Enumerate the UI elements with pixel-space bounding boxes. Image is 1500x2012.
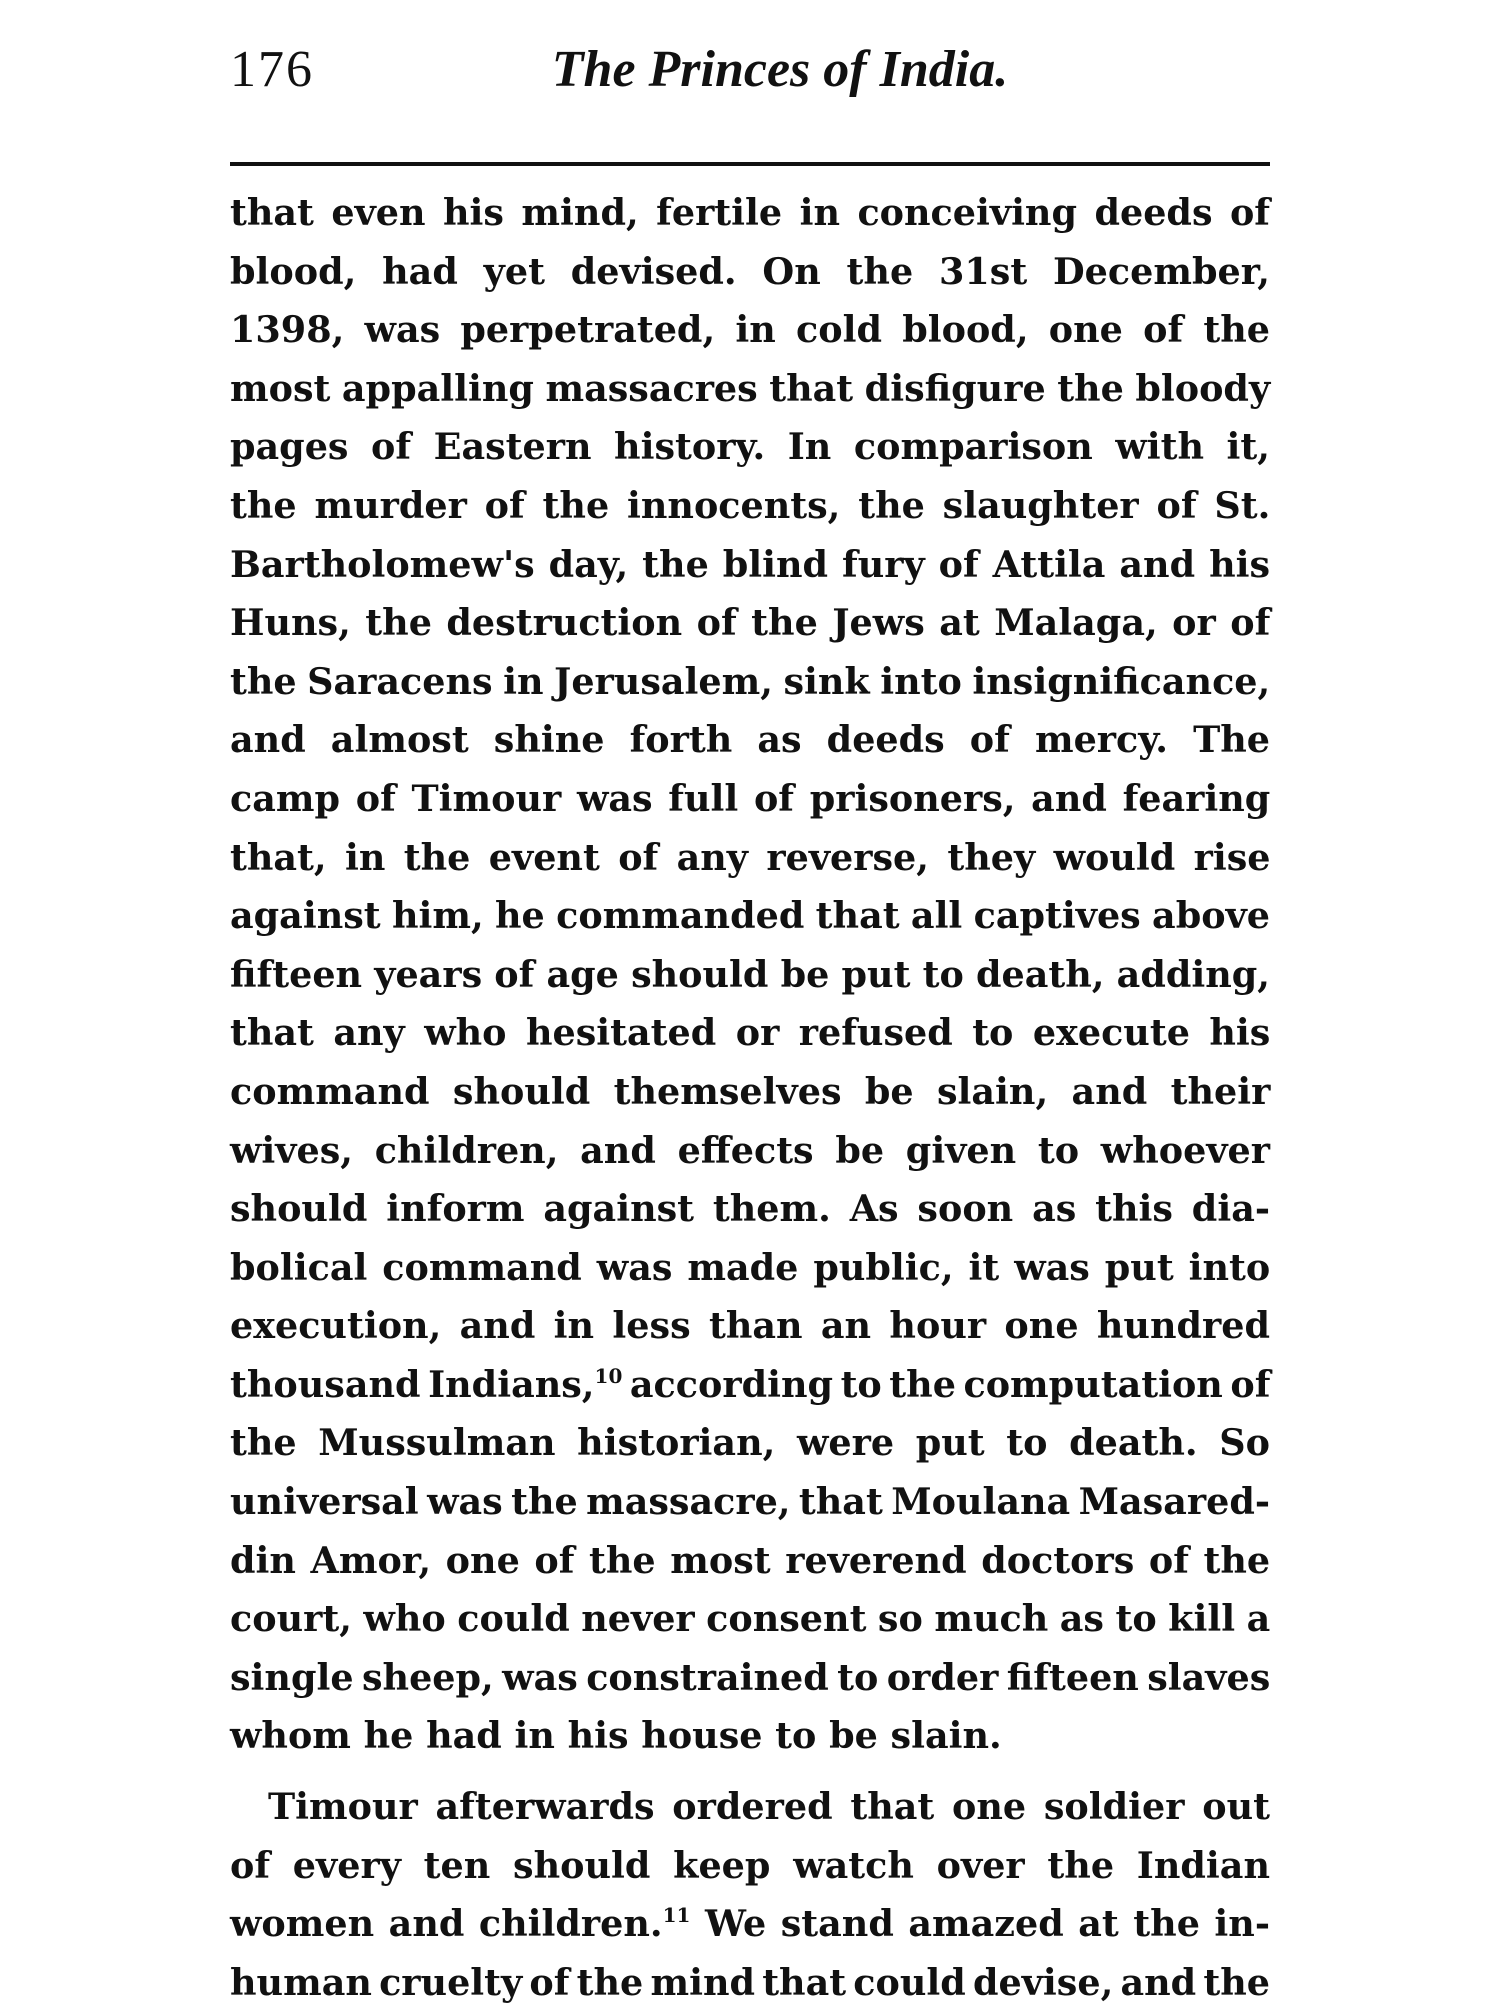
text-line: fifteen years of age should be put to death, adding, — [230, 952, 1270, 996]
text-line: camp of Timour was full of prisoners, and fearing — [230, 776, 1271, 820]
text-line: wives, children, and effects be given to whoever — [230, 1128, 1270, 1172]
text-line: whom he had in his house to be slain. — [230, 1714, 1002, 1758]
book-page — [230, 40, 1271, 2004]
text-line: the Saracens in Jerusalem, sink into insignificance, — [230, 659, 1271, 703]
page-number: 176 — [230, 41, 314, 98]
text-fragment: according to the computation of — [622, 1362, 1271, 1406]
text-line: the Mussulman historian, were put to death. So — [230, 1421, 1270, 1465]
text-line: Huns, the destruction of the Jews at Malaga, or of — [230, 601, 1271, 645]
running-title: The Princes of India. — [551, 41, 1009, 98]
header-rule — [230, 162, 1270, 166]
text-line: and almost shine forth as deeds of mercy. The — [230, 718, 1270, 762]
text-line: that, in the event of any reverse, they would rise — [230, 835, 1271, 879]
text-line: 1398, was perpetrated, in cold blood, one of the — [230, 308, 1270, 352]
text-line: human cruelty of the mind that could devise, and the — [230, 1960, 1270, 2004]
text-line: that any who hesitated or refused to execute his — [230, 1011, 1271, 1055]
text-line: command should themselves be slain, and their — [230, 1069, 1271, 1113]
text-line: against him, he commanded that all captives above — [230, 894, 1270, 938]
text-line-with-footnote — [230, 1895, 1270, 1954]
footnote-marker: 10 — [594, 1363, 623, 1388]
text-fragment: thousand Indians, — [230, 1362, 595, 1406]
text-line: of every ten should keep watch over the Indian — [230, 1843, 1270, 1887]
text-fragment: women and children. — [230, 1902, 663, 1946]
text-line: most appalling massacres that disfigure the bloody — [230, 366, 1271, 410]
text-line: pages of Eastern history. In comparison with it, — [230, 425, 1270, 469]
text-line: should inform against them. As soon as this dia- — [230, 1187, 1270, 1231]
text-line: single sheep, was constrained to order fifteen slaves — [230, 1655, 1271, 1699]
text-line: bolical command was made public, it was put into — [230, 1245, 1271, 1289]
text-line: execution, and in less than an hour one hundred — [230, 1304, 1270, 1348]
text-line: the murder of the innocents, the slaughter of St. — [230, 483, 1271, 527]
text-line: din Amor, one of the most reverend doctors of the — [230, 1538, 1271, 1582]
footnote-marker: 11 — [662, 1903, 691, 1928]
text-line: Timour afterwards ordered that one soldier out — [268, 1785, 1270, 1829]
paragraph-break — [230, 1766, 1270, 1778]
text-fragment: We stand amazed at the in- — [690, 1902, 1270, 1946]
text-line: Bartholomew's day, the blind fury of Attila and his — [230, 542, 1271, 586]
body-text — [230, 184, 1270, 2012]
text-line: that even his mind, fertile in conceiving deeds of — [230, 191, 1270, 234]
text-line: court, who could never consent so much as to kill a — [230, 1597, 1271, 1641]
text-line: blood, had yet devised. On the 31st December, — [230, 249, 1270, 293]
text-line: universal was the massacre, that Moulana Masared- — [230, 1480, 1270, 1524]
text-line-with-footnote — [230, 1356, 1270, 1415]
running-head — [230, 40, 1270, 120]
